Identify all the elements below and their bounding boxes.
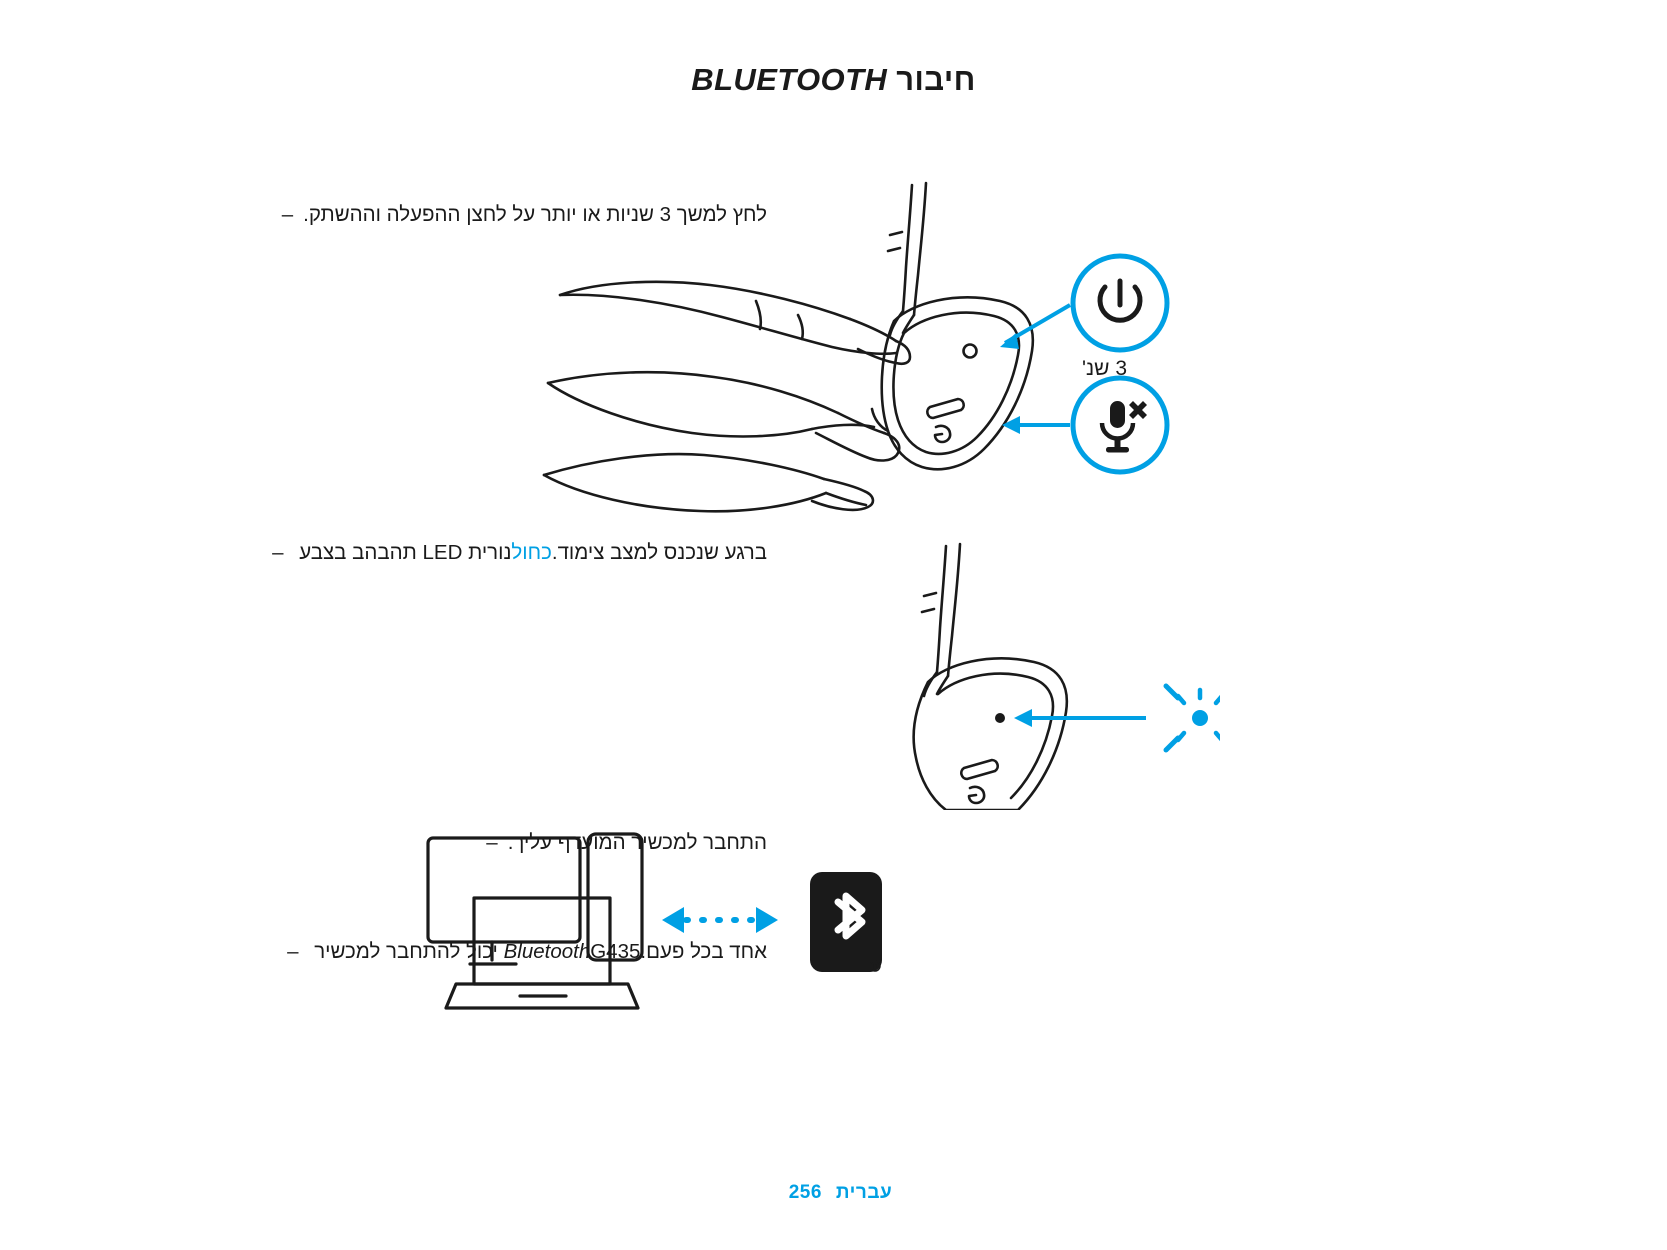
bluetooth-logo-icon (810, 872, 882, 972)
step-3-dash: – (486, 831, 498, 854)
footer-language: עברית (835, 1182, 893, 1203)
step-4-body-before: G435 יכול להתחבר למכשיר (308, 940, 641, 963)
step-2-body-before: נורית LED תהבהב בצבע (293, 541, 512, 564)
step-2-body-after: ברגע שנכנס למצב צימוד. (551, 541, 767, 564)
footer-page-number: 256 (788, 1182, 822, 1203)
page-footer (0, 1182, 1667, 1204)
step-3-body: התחבר למכשיר המועדף עליך. (507, 831, 767, 854)
page-title-latin: BLUETOOTH (691, 62, 888, 97)
microphone-mute-icon (1073, 378, 1167, 472)
illustration-led-blinking (500, 540, 1220, 815)
callout-arrow-led (1014, 709, 1146, 727)
step-4-dash: – (287, 940, 299, 963)
devices-icon (428, 834, 642, 1008)
step-4-body-after: אחד בכל פעם. (640, 940, 767, 963)
callout-arrow-mute (1002, 416, 1070, 434)
led-blink-svg (500, 540, 1220, 810)
bluetooth-devices-svg (370, 820, 990, 1060)
hold-duration-label: 3 שנ' (1082, 357, 1128, 380)
step-2-dash: – (272, 541, 284, 564)
step-4-italic: Bluetooth (503, 940, 591, 963)
step-1-dash: – (281, 203, 294, 226)
page-title (0, 62, 1667, 98)
svg-text:R: R (872, 964, 878, 971)
callout-arrow-power (1000, 305, 1070, 349)
dotted-double-arrow-icon (662, 907, 778, 933)
illustration-hold-buttons (460, 175, 1220, 520)
illustration-bluetooth-devices (370, 820, 990, 1065)
step-2-highlight: כחול (511, 541, 552, 564)
step-1-body: לחץ למשך 3 שניות או יותר על לחצן ההפעלה וההשתק. (303, 203, 767, 226)
power-icon (1073, 256, 1167, 350)
hold-buttons-svg (460, 175, 1220, 515)
page-title-prefix: חיבור (887, 62, 976, 97)
